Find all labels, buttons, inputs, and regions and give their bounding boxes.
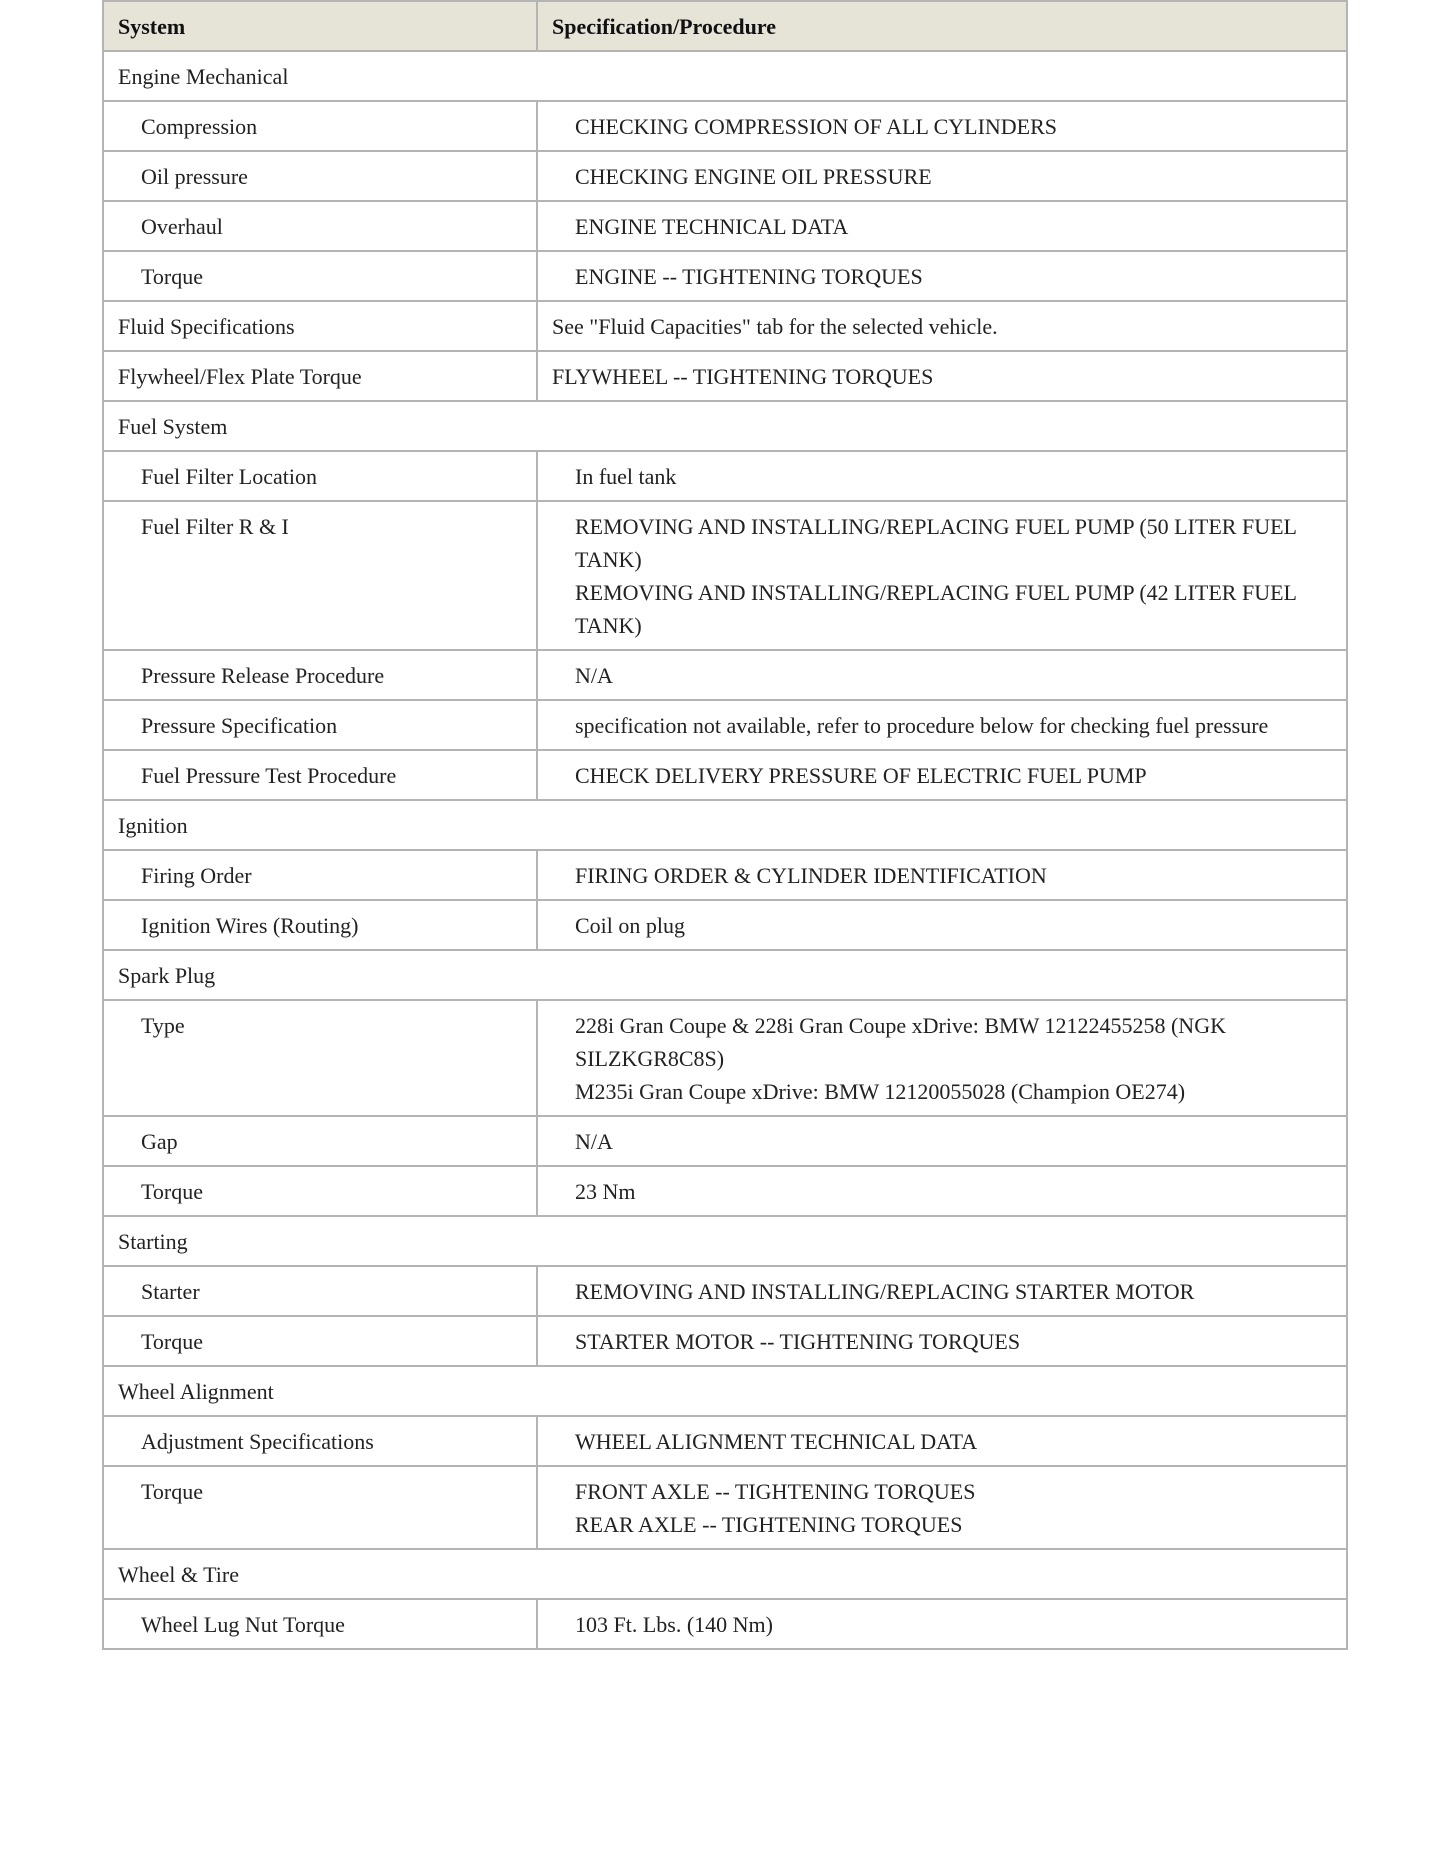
table-row bbox=[103, 1166, 1347, 1216]
system-cell: Fuel Pressure Test Procedure bbox=[103, 750, 537, 800]
spec-cell bbox=[537, 1266, 1347, 1316]
spec-line: REMOVING AND INSTALLING/REPLACING FUEL PUMP (42 LITER FUEL TANK) bbox=[575, 580, 1297, 638]
spec-cell bbox=[537, 351, 1347, 401]
table-row bbox=[103, 1599, 1347, 1649]
spec-cell bbox=[537, 650, 1347, 700]
section-label: Wheel Alignment bbox=[103, 1366, 1347, 1416]
spec-cell bbox=[537, 451, 1347, 501]
header-row bbox=[103, 1, 1347, 51]
table-row bbox=[103, 750, 1347, 800]
spec-cell bbox=[537, 700, 1347, 750]
spec-line: 103 Ft. Lbs. (140 Nm) bbox=[575, 1612, 773, 1637]
spec-line: STARTER MOTOR -- TIGHTENING TORQUES bbox=[575, 1329, 1021, 1354]
spec-cell bbox=[537, 750, 1347, 800]
spec-line: See "Fluid Capacities" tab for the selected vehicle. bbox=[552, 314, 998, 339]
system-cell: Fuel Filter R & I bbox=[103, 501, 537, 650]
section-row bbox=[103, 51, 1347, 101]
system-cell: Adjustment Specifications bbox=[103, 1416, 537, 1466]
spec-line: FRONT AXLE -- TIGHTENING TORQUES bbox=[575, 1479, 976, 1504]
spec-line: REMOVING AND INSTALLING/REPLACING FUEL PUMP (50 LITER FUEL TANK) bbox=[575, 514, 1297, 572]
system-cell: Pressure Specification bbox=[103, 700, 537, 750]
spec-line: Coil on plug bbox=[575, 913, 686, 938]
table-row bbox=[103, 650, 1347, 700]
section-label: Fuel System bbox=[103, 401, 1347, 451]
spec-line: REAR AXLE -- TIGHTENING TORQUES bbox=[575, 1512, 963, 1537]
spec-line: CHECK DELIVERY PRESSURE OF ELECTRIC FUEL PUMP bbox=[575, 763, 1147, 788]
spec-line: 228i Gran Coupe & 228i Gran Coupe xDrive: BMW 12122455258 (NGK SILZKGR8C8S) bbox=[575, 1013, 1226, 1071]
table-row bbox=[103, 1416, 1347, 1466]
spec-line: CHECKING COMPRESSION OF ALL CYLINDERS bbox=[575, 114, 1058, 139]
spec-cell bbox=[537, 1599, 1347, 1649]
system-cell: Torque bbox=[103, 1466, 537, 1549]
table-header bbox=[103, 1, 1347, 51]
spec-cell bbox=[537, 900, 1347, 950]
spec-line: WHEEL ALIGNMENT TECHNICAL DATA bbox=[575, 1429, 978, 1454]
spec-line: ENGINE TECHNICAL DATA bbox=[575, 214, 849, 239]
system-cell: Wheel Lug Nut Torque bbox=[103, 1599, 537, 1649]
spec-cell bbox=[537, 850, 1347, 900]
spec-line: In fuel tank bbox=[575, 464, 677, 489]
spec-column-header: Specification/Procedure bbox=[537, 1, 1347, 51]
section-label: Spark Plug bbox=[103, 950, 1347, 1000]
spec-cell bbox=[537, 251, 1347, 301]
spec-cell bbox=[537, 1116, 1347, 1166]
section-label: Starting bbox=[103, 1216, 1347, 1266]
table-body bbox=[103, 51, 1347, 1649]
table-row bbox=[103, 1000, 1347, 1116]
system-cell: Fluid Specifications bbox=[103, 301, 537, 351]
spec-line: N/A bbox=[575, 1129, 613, 1154]
system-cell: Overhaul bbox=[103, 201, 537, 251]
spec-cell bbox=[537, 1466, 1347, 1549]
spec-cell bbox=[537, 151, 1347, 201]
spec-cell bbox=[537, 1000, 1347, 1116]
system-cell: Compression bbox=[103, 101, 537, 151]
table-row bbox=[103, 101, 1347, 151]
table-row bbox=[103, 1266, 1347, 1316]
section-label: Engine Mechanical bbox=[103, 51, 1347, 101]
spec-line: CHECKING ENGINE OIL PRESSURE bbox=[575, 164, 932, 189]
table-row bbox=[103, 201, 1347, 251]
spec-cell bbox=[537, 501, 1347, 650]
spec-line: ENGINE -- TIGHTENING TORQUES bbox=[575, 264, 923, 289]
spec-table bbox=[102, 0, 1348, 1650]
spec-cell bbox=[537, 1316, 1347, 1366]
spec-line: N/A bbox=[575, 663, 613, 688]
table-row bbox=[103, 850, 1347, 900]
system-cell: Ignition Wires (Routing) bbox=[103, 900, 537, 950]
system-cell: Torque bbox=[103, 1316, 537, 1366]
section-row bbox=[103, 1216, 1347, 1266]
spec-cell bbox=[537, 201, 1347, 251]
section-row bbox=[103, 1366, 1347, 1416]
table-row bbox=[103, 351, 1347, 401]
system-column-header: System bbox=[103, 1, 537, 51]
table-row bbox=[103, 151, 1347, 201]
section-row bbox=[103, 800, 1347, 850]
table-row bbox=[103, 700, 1347, 750]
spec-line: M235i Gran Coupe xDrive: BMW 12120055028 (Champion OE274) bbox=[575, 1079, 1186, 1104]
table-row bbox=[103, 1316, 1347, 1366]
table-row bbox=[103, 501, 1347, 650]
spec-cell bbox=[537, 301, 1347, 351]
section-row bbox=[103, 401, 1347, 451]
spec-line: FIRING ORDER & CYLINDER IDENTIFICATION bbox=[575, 863, 1047, 888]
spec-line: 23 Nm bbox=[575, 1179, 636, 1204]
spec-cell bbox=[537, 1166, 1347, 1216]
spec-line: REMOVING AND INSTALLING/REPLACING STARTER MOTOR bbox=[575, 1279, 1195, 1304]
section-label: Wheel & Tire bbox=[103, 1549, 1347, 1599]
section-label: Ignition bbox=[103, 800, 1347, 850]
system-cell: Torque bbox=[103, 251, 537, 301]
table-row bbox=[103, 1116, 1347, 1166]
spec-cell bbox=[537, 101, 1347, 151]
spec-line: FLYWHEEL -- TIGHTENING TORQUES bbox=[552, 364, 934, 389]
system-cell: Oil pressure bbox=[103, 151, 537, 201]
system-cell: Flywheel/Flex Plate Torque bbox=[103, 351, 537, 401]
system-cell: Gap bbox=[103, 1116, 537, 1166]
system-cell: Fuel Filter Location bbox=[103, 451, 537, 501]
system-cell: Torque bbox=[103, 1166, 537, 1216]
table-row bbox=[103, 451, 1347, 501]
table-row bbox=[103, 301, 1347, 351]
section-row bbox=[103, 950, 1347, 1000]
table-row bbox=[103, 1466, 1347, 1549]
section-row bbox=[103, 1549, 1347, 1599]
table-row bbox=[103, 900, 1347, 950]
spec-cell bbox=[537, 1416, 1347, 1466]
system-cell: Firing Order bbox=[103, 850, 537, 900]
system-cell: Starter bbox=[103, 1266, 537, 1316]
spec-line: specification not available, refer to procedure below for checking fuel pressure bbox=[575, 713, 1269, 738]
system-cell: Pressure Release Procedure bbox=[103, 650, 537, 700]
system-cell: Type bbox=[103, 1000, 537, 1116]
table-row bbox=[103, 251, 1347, 301]
